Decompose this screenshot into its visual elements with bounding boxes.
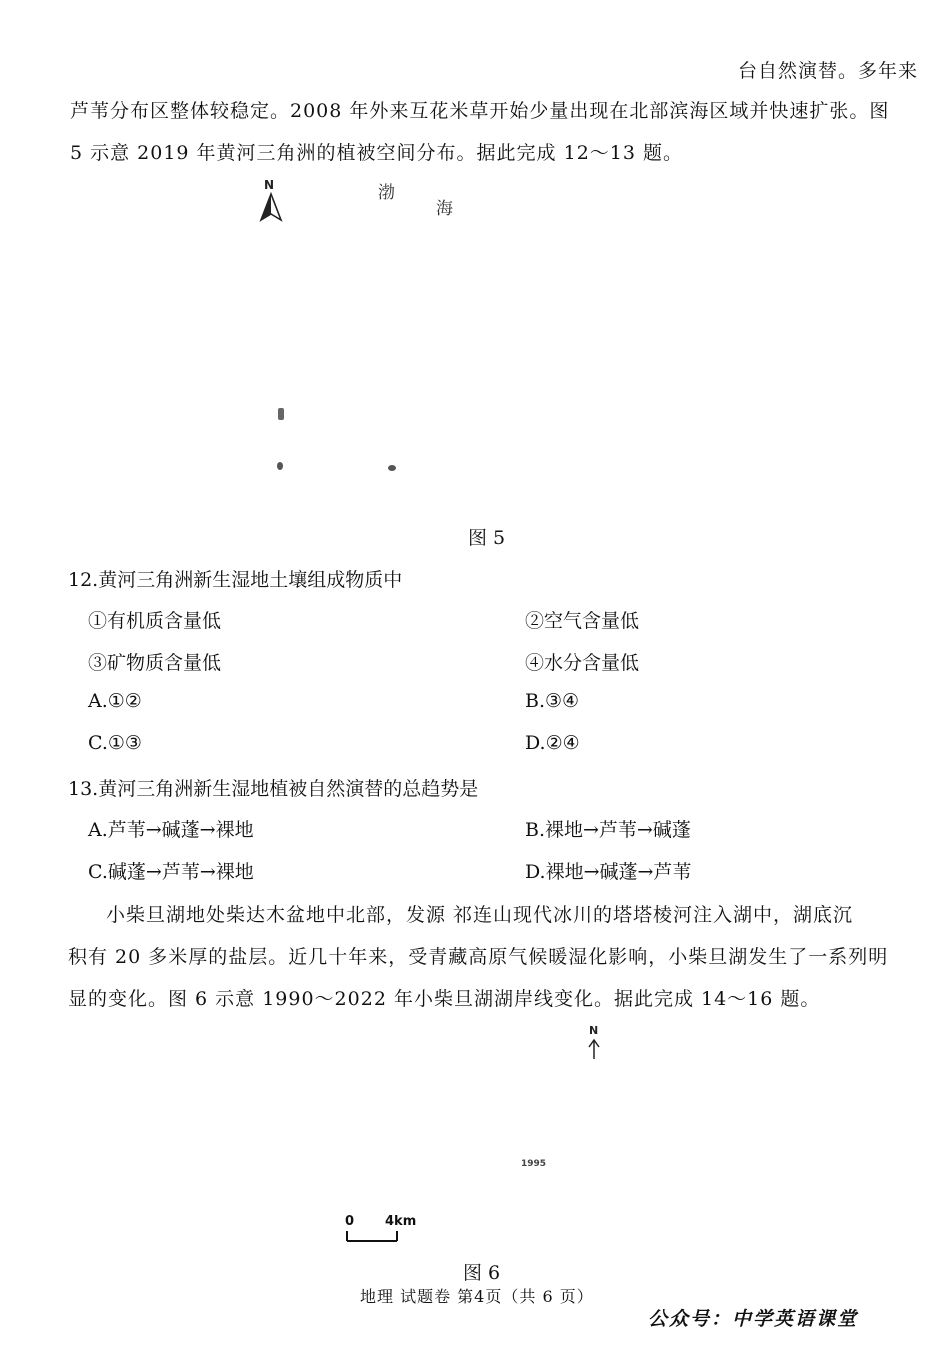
passage2-line2: 积有 20 多米厚的盐层。近几十年来，受青藏高原气候暖湿化影响，小柴旦湖发生了一系列明 (68, 946, 889, 968)
sea-label-1: 渤 (378, 183, 395, 203)
q13-stem: 13.黄河三角洲新生湿地植被自然演替的总趋势是 (68, 778, 479, 800)
scale-zero: 0 (345, 1214, 355, 1229)
q12-item-3: ③矿物质含量低 (88, 652, 222, 674)
figure5-caption: 图 5 (468, 527, 506, 549)
scale-value: 4km (385, 1214, 417, 1229)
q12-stem: 12.黄河三角洲新生湿地土壤组成物质中 (68, 569, 403, 591)
page-footer: 地理 试题卷 第4页（共 6 页） (360, 1287, 594, 1306)
north-arrow-label: N (589, 1024, 599, 1037)
q13-option-b[interactable]: B.裸地→芦苇→碱蓬 (525, 819, 691, 841)
q12-item-2: ②空气含量低 (525, 610, 640, 632)
north-arrow-icon (587, 1038, 601, 1060)
passage1-line1: 芦苇分布区整体较稳定。2008 年外来互花米草开始少量出现在北部滨海区域并快速扩张。图 (70, 100, 890, 122)
q12-option-d[interactable]: D.②④ (525, 732, 580, 754)
watermark-text: 公众号：中学英语课堂 (648, 1308, 859, 1330)
passage2-line3: 显的变化。图 6 示意 1990～2022 年小柴旦湖湖岸线变化。据此完成 14～16 题。 (68, 988, 821, 1010)
year-label: 1995 (521, 1159, 547, 1169)
q12-option-a[interactable]: A.①② (88, 690, 142, 712)
q13-option-a[interactable]: A.芦苇→碱蓬→裸地 (88, 819, 254, 841)
q12-option-b[interactable]: B.③④ (525, 690, 580, 712)
passage2-line1: 小柴旦湖地处柴达木盆地中北部，发源 祁连山现代冰川的塔塔棱河注入湖中，湖底沉 (106, 904, 854, 926)
scale-bar (345, 1230, 401, 1244)
q12-item-4: ④水分含量低 (525, 652, 640, 674)
sea-label-2: 海 (436, 199, 453, 219)
q12-item-1: ①有机质含量低 (88, 610, 222, 632)
north-arrow-icon (258, 192, 284, 222)
q13-option-c[interactable]: C.碱蓬→芦苇→裸地 (88, 861, 254, 883)
q12-option-c[interactable]: C.①③ (88, 732, 142, 754)
figure6-caption: 图 6 (463, 1262, 501, 1284)
figure5-map (60, 172, 890, 512)
figure6-map (60, 1018, 890, 1248)
passage1-line2: 5 示意 2019 年黄河三角洲的植被空间分布。据此完成 12～13 题。 (70, 142, 683, 164)
map-marks (270, 402, 400, 482)
q13-option-d[interactable]: D.裸地→碱蓬→芦苇 (525, 861, 692, 883)
passage1-line0: 台自然演替。多年来 (738, 60, 919, 82)
north-arrow-label: N (264, 178, 275, 192)
